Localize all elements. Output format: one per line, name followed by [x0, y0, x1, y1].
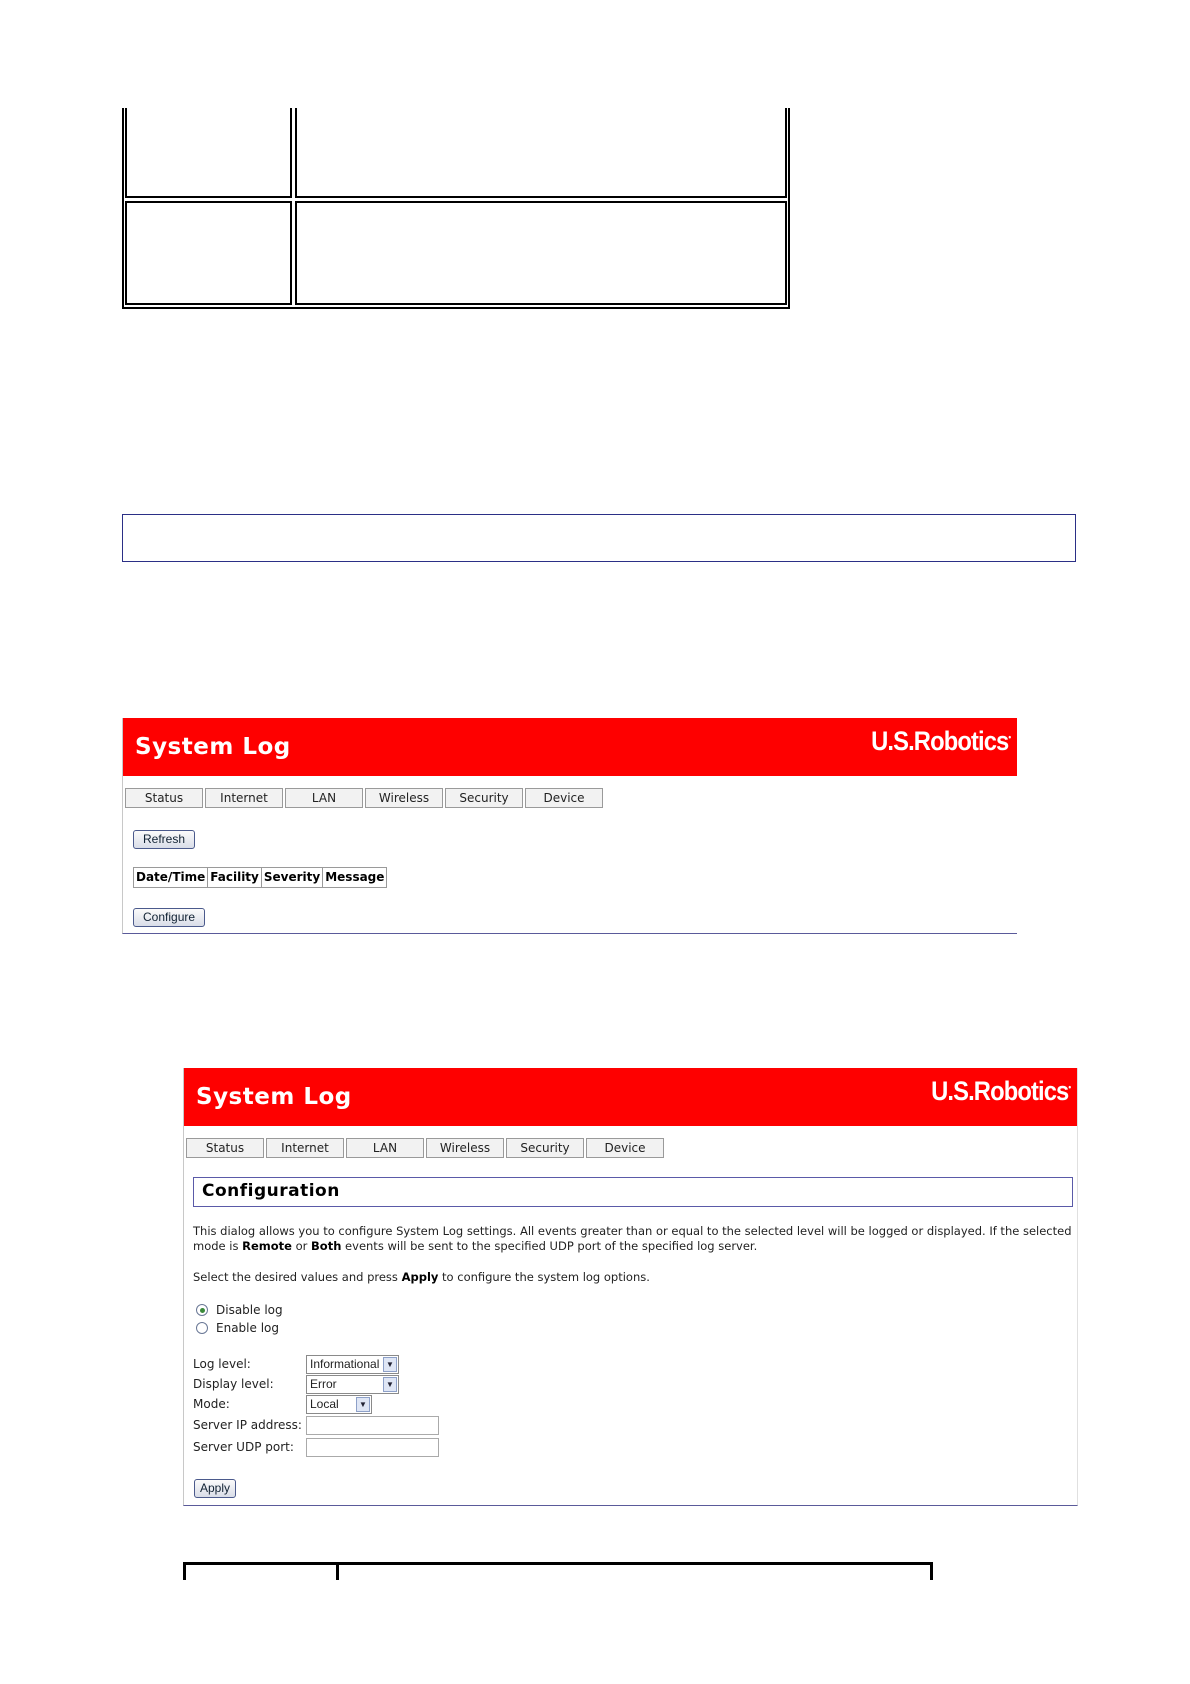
tab-internet[interactable]: Internet	[266, 1138, 344, 1158]
column-date-time: Date/Time	[134, 868, 208, 887]
table-cell	[125, 201, 292, 305]
display-level-label: Display level:	[193, 1377, 274, 1391]
tab-wireless[interactable]: Wireless	[426, 1138, 504, 1158]
server-port-label: Server UDP port:	[193, 1440, 294, 1454]
usrobotics-logo: U.S.Robotics•	[870, 726, 1011, 756]
banner	[123, 718, 1017, 776]
nav-tabs	[125, 788, 1017, 808]
chevron-down-icon: ▼	[356, 1397, 370, 1412]
section-title: Configuration	[193, 1177, 1073, 1207]
logo-text: U.S.Robotics	[870, 726, 1009, 756]
document-table-bottom	[183, 1562, 933, 1580]
log-level-value: Informational	[310, 1357, 380, 1371]
refresh-button[interactable]: Refresh	[133, 830, 195, 849]
table-cell	[125, 108, 292, 198]
instr-apply: Apply	[401, 1270, 439, 1284]
apply-button[interactable]: Apply	[194, 1479, 236, 1498]
tab-lan[interactable]: LAN	[346, 1138, 424, 1158]
server-ip-label: Server IP address:	[193, 1418, 302, 1432]
note-box	[122, 514, 1076, 562]
instr-part1: Select the desired values and press	[193, 1270, 402, 1284]
enable-log-radio[interactable]	[196, 1322, 208, 1334]
instr-part2: to configure the system log options.	[438, 1270, 650, 1284]
system-log-screenshot	[122, 718, 1017, 934]
column-message: Message	[325, 870, 385, 884]
tab-device[interactable]: Device	[586, 1138, 664, 1158]
table-divider	[930, 1562, 933, 1580]
disable-log-radio[interactable]	[196, 1304, 208, 1316]
table-cell	[295, 108, 787, 198]
disable-log-label: Disable log	[216, 1303, 283, 1317]
server-ip-input[interactable]	[306, 1416, 439, 1435]
nav-tabs	[186, 1138, 1077, 1158]
desc-both: Both	[311, 1239, 342, 1253]
chevron-down-icon: ▼	[383, 1357, 397, 1372]
mode-value: Local	[310, 1397, 339, 1411]
table-top-border	[183, 1562, 933, 1565]
tab-security[interactable]: Security	[506, 1138, 584, 1158]
document-table-top	[122, 108, 790, 309]
logo-text: U.S.Robotics	[930, 1076, 1069, 1106]
enable-log-label: Enable log	[216, 1321, 279, 1335]
desc-part2: events will be sent to the specified UDP port of the specified log server.	[341, 1239, 758, 1253]
banner	[184, 1068, 1077, 1126]
desc-remote: Remote	[242, 1239, 292, 1253]
table-divider	[183, 1562, 186, 1580]
table-divider	[336, 1562, 339, 1580]
column-severity: Severity	[262, 868, 323, 887]
tab-status[interactable]: Status	[186, 1138, 264, 1158]
log-table-header	[133, 867, 387, 888]
tab-device[interactable]: Device	[525, 788, 603, 808]
usrobotics-logo: U.S.Robotics•	[930, 1076, 1071, 1106]
tab-status[interactable]: Status	[125, 788, 203, 808]
mode-label: Mode:	[193, 1397, 230, 1411]
display-level-select[interactable]	[306, 1375, 399, 1394]
column-facility: Facility	[208, 868, 262, 887]
log-level-label: Log level:	[193, 1357, 251, 1371]
description-text	[193, 1224, 1073, 1254]
system-log-config-screenshot	[183, 1068, 1078, 1506]
chevron-down-icon: ▼	[383, 1377, 397, 1392]
tab-security[interactable]: Security	[445, 788, 523, 808]
log-level-select[interactable]	[306, 1355, 399, 1374]
page-title: System Log	[196, 1084, 352, 1110]
enable-log-option[interactable]	[196, 1321, 279, 1335]
instruction-text	[193, 1270, 1073, 1285]
tab-internet[interactable]: Internet	[205, 788, 283, 808]
page-title: System Log	[135, 734, 291, 760]
desc-or: or	[291, 1239, 312, 1253]
mode-select[interactable]	[306, 1395, 372, 1414]
disable-log-option[interactable]	[196, 1303, 283, 1317]
table-cell	[295, 201, 787, 305]
configure-button[interactable]: Configure	[133, 908, 205, 927]
display-level-value: Error	[310, 1377, 337, 1391]
desc-part1: This dialog allows you to configure System Log settings. All events greater than or equal to the selected level will be logged or displayed. If the selected mode is	[193, 1224, 1072, 1253]
server-port-input[interactable]	[306, 1438, 439, 1457]
tab-lan[interactable]: LAN	[285, 788, 363, 808]
tab-wireless[interactable]: Wireless	[365, 788, 443, 808]
